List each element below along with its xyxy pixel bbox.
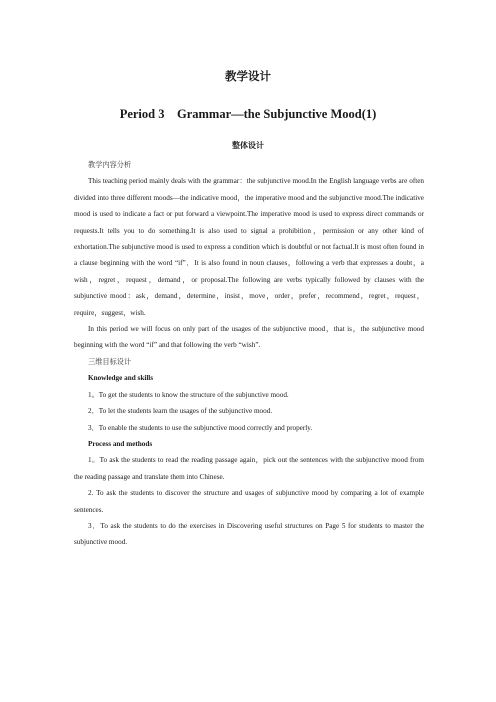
knowledge-item: 3．To enable the students to use the subjunctive mood correctly and properly. [88,423,313,432]
content-analysis-heading: 教学内容分析 [88,161,132,169]
document-title: 教学设计 [225,71,271,83]
goals-heading: 三维目标设计 [88,357,132,366]
process-item: 1。To ask the students to read the reading passage again，pick out the sentences with the subjunctive mood from the reading passage and translate them into Chinese. [74,456,424,481]
analysis-paragraph: This teaching period mainly deals with the grammar：the subjunctive mood.In the English language verbs are often divided into three different moods—the indicative mood，the imperative mood and the subjunctive mood.The indicative mood is used to indicate a fact or put forward a viewpoint.The imperative mood is used to express direct commands or requests.It tells you to do something.It is also used to signal a prohibition，permission or any other kind of exhortation.The subjunctive mood is used to express a condition which is doubtful or not factual.It is most often found in a clause beginning with the word “if”．It is also found in noun clauses，following a verb that expresses a doubt，a wish，regret，request，demand，or proposal.The following are verbs typically followed by clauses with the subjunctive mood：ask，demand，determine，insist，move，order，prefer，recommend，regret，request，require，suggest，wish. [74,177,424,317]
knowledge-item: 1。To get the students to know the structure of the subjunctive mood. [88,390,289,399]
process-methods-heading: Process and methods [88,439,153,448]
period-title: Period 3 Grammar—the Subjunctive Mood(1) [119,107,377,121]
knowledge-skills-heading: Knowledge and skills [88,374,154,383]
process-item: 3．To ask the students to do the exercises in Discovering useful structures on Page 5 for students to master the subjunctive mood. [74,521,424,547]
focus-paragraph: In this period we will focus on only part of the usages of the subjunctive mood，that is，the subjunctive mood beginning with the word “if” and that following the verb “wish”. [74,325,424,350]
process-item: 2. To ask the students to discover the structure and usages of subjunctive mood by comparing a lot of example sentences. [74,489,424,514]
section-title: 整体设计 [232,141,264,150]
document-body [74,157,424,551]
knowledge-item: 2．To let the students learn the usages of the subjunctive mood. [88,407,273,416]
